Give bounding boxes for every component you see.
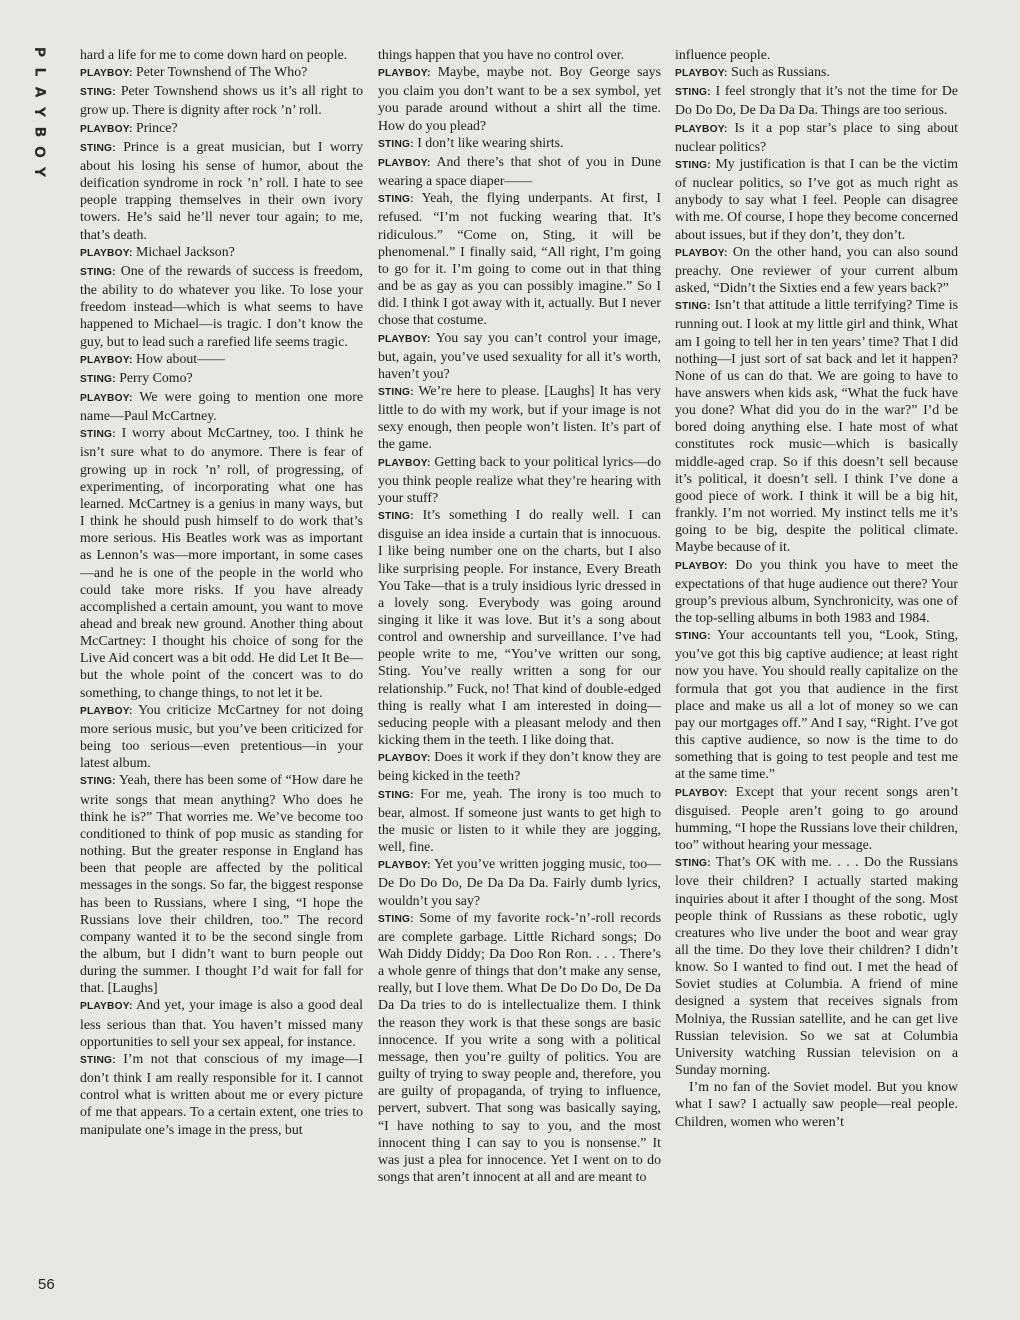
interview-paragraph	[80, 369, 363, 388]
interview-paragraph	[378, 189, 661, 328]
paragraph-text: That’s OK with me. . . . Do the Russians love their children? I actually started making inquiries about it after I thought of the song. Most people think of Russians as these robotic, ugly creatures who live under the boot and wear gray all the time. Do they love their children? I didn’t know. So I wanted to find out. I met the head of Soviet studies at Columbia. A friend of mine designed a system that receives signals from Molniya, the Russian satellite, and he can get live Russian television. So we sat at Columbia University watching Russian television on a Sunday morning.	[675, 854, 958, 1078]
speaker-label: PLAYBOY:	[675, 787, 728, 799]
speaker-label: STING:	[80, 266, 116, 278]
speaker-label: PLAYBOY:	[80, 354, 133, 366]
paragraph-text: I’m not that conscious of my image—I don’t think I am really responsible for it. I cannot control what is written about me or every picture of me that appears. To a certain extent, one tries to manipulate one’s image in the press, but	[80, 1050, 363, 1137]
speaker-label: PLAYBOY:	[80, 1001, 133, 1013]
magazine-name-letter: O	[31, 146, 47, 158]
paragraph-text: Yeah, the flying underpants. At first, I refused. “I’m not fucking wearing that. It’s ridiculous.” “Come on, Sting, it will be phenomenal.” I finally said, “All right, I’m going to go for it. I’m going to come out in that thing and be as gay as you can possibly imagine.” So I did. I think I got away with it, actually. But I never chose that costume.	[378, 190, 661, 328]
interview-paragraph	[675, 243, 958, 296]
speaker-label: PLAYBOY:	[378, 753, 431, 765]
magazine-name-letter: Y	[30, 166, 47, 178]
speaker-label: STING:	[80, 1054, 116, 1066]
speaker-label: STING:	[378, 913, 414, 925]
paragraph-text: One of the rewards of success is freedom, the ability to do whatever you like. To lose your freedom instead—which is what seems to have happened to Michael—is tragic. I don’t know the guy, but to lead such a rarefied life seems tragic.	[80, 262, 363, 349]
interview-paragraph	[675, 46, 958, 63]
speaker-label: PLAYBOY:	[675, 560, 728, 572]
speaker-label: PLAYBOY:	[675, 123, 728, 135]
paragraph-text: hard a life for me to come down hard on people.	[80, 47, 348, 62]
interview-paragraph	[80, 243, 363, 262]
paragraph-text: I worry about McCartney, too. I think he isn’t sure what to do anymore. There is fear of growing up in rock ’n’ roll, of progressing, of experimenting, of incorporating what one has learned. McCartney is a genius in many ways, but I think he should push himself to do work that’s more serious. His Beatles work was as important as Lennon’s was—more important, in some cases—and he is one of the people in the world who could take more risks. If you have already accomplished a certain amount, you want to move ahead and break new ground. Another thing about McCartney: I thought his choice of song for the Live Aid concert was a bit odd. He did Let It Be—but the whole point of the concert was to do something, to change things, to not let it be.	[80, 425, 363, 700]
interview-paragraph	[378, 134, 661, 153]
paragraph-text: Isn’t that attitude a little terrifying? Time is running out. I look at my little girl and think, What am I going to tell her in ten years’ time? That I did nothing—I just sort of sat back and let it happen? None of us can do that. We are going to have to have answers when kids ask, “What the fuck have you done? What did you do in the war?” I’d be bored doing anything else. I hate most of what constitutes rock music—which is basically middle-aged crap. So if this doesn’t sell because it’s political, it doesn’t sell. I think I’ve done a good piece of work. I think it will be a big hit, frankly. I’m not worried. My instinct tells me it’s going to be big, despite the political climate. Maybe because of it.	[675, 297, 958, 555]
interview-paragraph	[80, 119, 363, 138]
interview-paragraph	[675, 296, 958, 555]
paragraph-text: Prince is a great musician, but I worry about his losing his sense of humor, about the deification syndrome in rock ’n’ roll. I hate to see people trapping themselves in their own ivory towers. He’s said he’ll never tour again; to me, that’s death.	[80, 138, 363, 242]
magazine-name-letter: L	[30, 67, 47, 77]
speaker-label: STING:	[378, 138, 414, 150]
paragraph-text: influence people.	[675, 47, 771, 62]
interview-paragraph	[675, 155, 958, 243]
paragraph-text: Do you think you have to meet the expectations of that huge audience out there? Your group’s previous album, Synchronicity, was one of the top-selling albums in both 1983 and 1984.	[675, 556, 958, 625]
speaker-label: PLAYBOY:	[378, 68, 431, 80]
article-column-3	[675, 46, 958, 1130]
article-column-1	[80, 46, 363, 1138]
paragraph-text: Except that your recent songs aren’t disguised. People aren’t going to go around humming, “I hope the Russians love their children, too” without hearing your message.	[675, 783, 958, 853]
interview-paragraph	[675, 783, 958, 854]
interview-paragraph	[675, 82, 958, 118]
interview-paragraph	[378, 785, 661, 856]
interview-paragraph	[378, 453, 661, 506]
interview-paragraph	[80, 350, 363, 369]
paragraph-text: Prince?	[132, 119, 178, 135]
article-column-2	[378, 46, 661, 1185]
speaker-label: PLAYBOY:	[80, 247, 133, 259]
paragraph-text: Your accountants tell you, “Look, Sting, you’ve got this big captive audience; at least right now you have. You should really capitalize on the formula that got you that audience in the first place and make us all a lot of money so we can pay our mortgages off.” And I say, “Right. I’ve got this captive audience, so now is the time to do something that is going to test people and test me at the same time.”	[675, 627, 958, 782]
speaker-label: STING:	[378, 386, 414, 398]
paragraph-text: You say you can’t control your image, but, again, you’ve used sexuality for all it’s worth, haven’t you?	[378, 329, 661, 381]
paragraph-text: Does it work if they don’t know they are being kicked in the teeth?	[378, 749, 661, 784]
speaker-label: STING:	[378, 194, 414, 206]
interview-paragraph	[80, 1050, 363, 1138]
interview-paragraph	[80, 996, 363, 1049]
magazine-name-letter: Y	[30, 106, 47, 118]
paragraph-text: Getting back to your political lyrics—do you think people realize what they’re hearing with your stuff?	[378, 453, 661, 505]
page-number: 56	[38, 1276, 55, 1293]
paragraph-text: Michael Jackson?	[132, 243, 235, 259]
speaker-label: STING:	[80, 87, 116, 99]
interview-paragraph	[378, 46, 661, 63]
magazine-name-letter: P	[30, 46, 47, 58]
interview-paragraph	[675, 556, 958, 627]
speaker-label: STING:	[675, 87, 711, 99]
speaker-label: STING:	[675, 159, 711, 171]
paragraph-text: I’m no fan of the Soviet model. But you know what I saw? I actually saw people—real people. Children, women who weren’t	[675, 1079, 958, 1129]
interview-paragraph	[378, 382, 661, 453]
paragraph-text: We were going to mention one more name—Paul McCartney.	[80, 388, 363, 424]
paragraph-text: For me, yeah. The irony is too much to bear, almost. If someone just wants to get high to the music or listen to it while they are jogging, well, fine.	[378, 785, 661, 855]
magazine-name-letter: A	[31, 86, 47, 98]
interview-paragraph	[378, 153, 661, 189]
interview-paragraph	[80, 46, 363, 63]
speaker-label: STING:	[80, 142, 116, 154]
interview-paragraph	[80, 424, 363, 701]
interview-paragraph	[80, 63, 363, 82]
paragraph-text: Yeah, there has been some of “How dare he write songs that mean anything? Who does he think he is?” That worries me. We’ve become too conditioned to think of pop music as standing for nothing. But the greater response in England has been that people are affected by the political messages in the songs. So far, the biggest response has been to Russians, where I sing, “I hope the Russians love their children, too.” The record company wanted it to be the second single from the album, but I didn’t want to burn people out during the summer. I thought I’d wait for fall for that. [Laughs]	[80, 772, 363, 996]
magazine-name-vertical	[28, 42, 50, 182]
interview-paragraph	[80, 82, 363, 118]
speaker-label: PLAYBOY:	[80, 392, 133, 404]
interview-paragraph	[675, 63, 958, 82]
paragraph-text: We’re here to please. [Laughs] It has very little to do with my work, but if your image is not sexy enough, then people won’t listen. It’s part of the game.	[378, 382, 661, 452]
speaker-label: PLAYBOY:	[675, 247, 728, 259]
paragraph-text: And yet, your image is also a good deal less serious than that. You haven’t missed many opportunities to sell your sex appeal, for instance.	[80, 997, 363, 1049]
speaker-label: STING:	[675, 858, 711, 870]
interview-paragraph	[378, 506, 661, 748]
speaker-label: STING:	[80, 776, 116, 788]
paragraph-text: things happen that you have no control over.	[378, 47, 625, 62]
interview-paragraph	[80, 388, 363, 424]
speaker-label: PLAYBOY:	[378, 157, 431, 169]
paragraph-text: It’s something I do really well. I can disguise an idea inside a curtain that is innocuous. I like being number one on the charts, but I also like surprising people. For instance, Every Breath You Take—that is a truly insidious lyric dressed in a lovely song. Everybody was going around singing it like it was love. But it’s a song about control and ownership and surveillance. I’ve had people write to me, “You’ve written our song, Sting. You’ve really written a song for our relationship.” Fuck, no! That kind of double-edged thing is really what I am interested in doing—seducing people with a pleasant melody and then kicking them in the teeth. I like doing that.	[378, 507, 661, 748]
interview-paragraph	[675, 626, 958, 782]
paragraph-text: I feel strongly that it’s not the time for De Do Do Do, De Da Da Da. Things are too serious.	[675, 83, 958, 118]
speaker-label: STING:	[378, 789, 414, 801]
paragraph-text: You criticize McCartney for not doing more serious music, but you’ve been criticized for being too serious—even pretentious—in your latest album.	[80, 701, 363, 771]
speaker-label: PLAYBOY:	[80, 68, 133, 80]
interview-paragraph	[80, 771, 363, 996]
paragraph-text: Is it a pop star’s place to sing about nuclear politics?	[675, 119, 958, 154]
paragraph-text: Some of my favorite rock-’n’-roll records are complete garbage. Little Richard songs; Do Wah Diddy Diddy; Da Doo Ron Ron. . . . There’s a whole genre of things that don’t make any sense, really, but I love them. What De Do Do Do, De Da Da Da tries to do is intellectualize them. I think the reason they work is that these songs are basic innocence. If you write a song with a political message, then you’re guilty of politics. You are guilty of trying to sway people and, therefore, you are guilty of propaganda, of trying to influence, pervert, subvert. That song was basically saying, “I have nothing to say to you, and the most innocent thing I can say to you is nonsense.” It was just a plea for innocence. Yet I went on to do songs that aren’t innocent at all and are meant to	[378, 909, 661, 1184]
speaker-label: STING:	[80, 429, 116, 441]
speaker-label: PLAYBOY:	[378, 457, 431, 469]
paragraph-text: Such as Russians.	[727, 64, 830, 80]
paragraph-text: My justification is that I can be the victim of nuclear politics, so I’ve got as much right as anybody to say what I feel. People can disagree with me. Of course, I hope they become concerned about issues, but if they don’t, they don’t.	[675, 155, 958, 242]
paragraph-text: Peter Townshend of The Who?	[132, 64, 308, 80]
speaker-label: STING:	[675, 631, 711, 643]
magazine-name-letter: B	[30, 126, 47, 138]
paragraph-text: I don’t like wearing shirts.	[413, 134, 564, 150]
interview-paragraph	[378, 855, 661, 908]
speaker-label: PLAYBOY:	[378, 333, 431, 345]
speaker-label: PLAYBOY:	[675, 68, 728, 80]
paragraph-text: On the other hand, you can also sound preachy. One reviewer of your current album asked, “Didn’t the Sixties end a few years back?”	[675, 243, 958, 296]
interview-paragraph	[80, 701, 363, 772]
speaker-label: PLAYBOY:	[80, 123, 133, 135]
interview-paragraph	[80, 138, 363, 243]
interview-paragraph	[675, 853, 958, 1078]
paragraph-text: Maybe, maybe not. Boy George says you claim you don’t want to be a sex symbol, yet you parade around without a shirt all the time. How do you plead?	[378, 64, 661, 133]
speaker-label: STING:	[378, 511, 414, 523]
paragraph-text: How about——	[132, 350, 225, 366]
interview-paragraph	[378, 329, 661, 382]
interview-paragraph	[675, 119, 958, 155]
interview-paragraph	[675, 1078, 958, 1129]
speaker-label: PLAYBOY:	[80, 705, 133, 717]
paragraph-text: Peter Townshend shows us it’s all right to grow up. There is dignity after rock ’n’ roll.	[80, 83, 363, 118]
speaker-label: STING:	[80, 373, 116, 385]
paragraph-text: And there’s that shot of you in Dune wearing a space diaper——	[378, 153, 661, 189]
paragraph-text: Yet you’ve written jogging music, too—De Do Do Do, De Da Da Da. Fairly dumb lyrics, wouldn’t you say?	[378, 856, 661, 908]
speaker-label: PLAYBOY:	[378, 860, 431, 872]
paragraph-text: Perry Como?	[115, 369, 193, 385]
interview-paragraph	[378, 63, 661, 134]
interview-paragraph	[378, 909, 661, 1186]
interview-paragraph	[80, 262, 363, 350]
speaker-label: STING:	[675, 301, 711, 313]
interview-paragraph	[378, 748, 661, 784]
